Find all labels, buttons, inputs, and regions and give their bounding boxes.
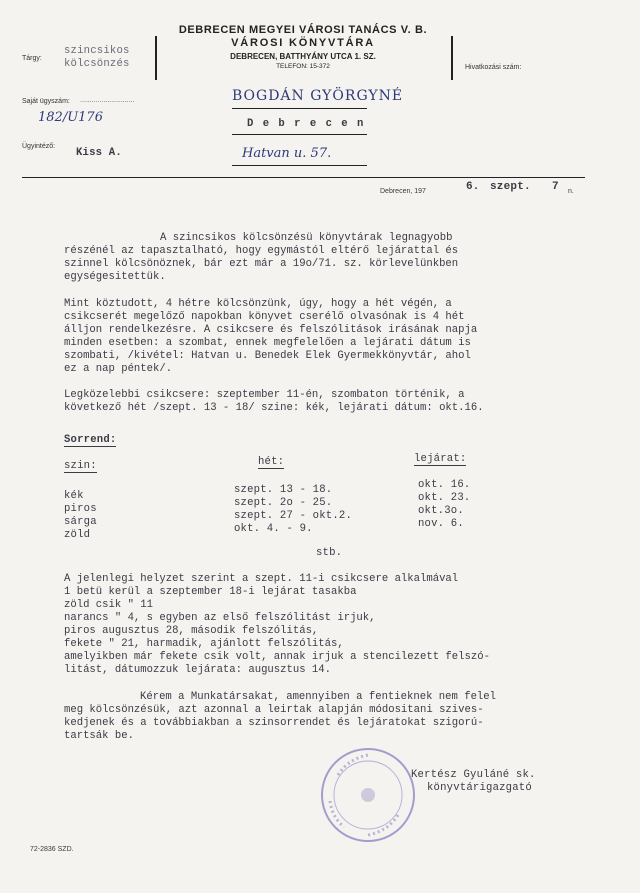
signatory-name: Kertész Gyuláné sk.: [411, 769, 536, 781]
paragraph-5-line: Kérem a Munkatársakat, amennyiben a fentieknek nem felel: [140, 691, 497, 703]
dateline-year: 6.: [466, 181, 480, 193]
dateline-day: 7: [552, 181, 559, 193]
schedule-title: Sorrend:: [64, 434, 117, 446]
paragraph-5-line: meg kölcsönzésük, azt azonnal a leirtak alapján módositani szives-: [64, 704, 484, 716]
paragraph-3-line: következő hét /szept. 13 - 18/ szine: kék, lejárati dátum: okt.16.: [64, 402, 484, 414]
paragraph-4-line: zöld csik " 11: [64, 599, 154, 611]
paragraph-2-line: álljon rendelkezésre. A csikcsere és felszólitások irásának napja: [64, 324, 478, 336]
paragraph-4-line: piros augusztus 28, második felszólitás,: [64, 625, 319, 637]
schedule-color: piros: [64, 503, 97, 515]
paragraph-4-line: amelyikben már fekete csik volt, annak irjuk a stencilezett felszó-: [64, 651, 490, 663]
their-reference-label: Hivatkozási szám:: [465, 64, 522, 71]
signatory-title: könyvtárigazgató: [427, 782, 532, 794]
org-phone: TELEFON: 15-372: [276, 63, 330, 70]
paragraph-1-line: részénél az tapasztalható, hogy egymástól eltérő lejárattal és: [64, 245, 459, 257]
paragraph-2-line: minden esetben: a szombat, ennek megfelelően a lejárati dátum is: [64, 337, 471, 349]
paragraph-1-line: szinnel kölcsönöznek, bár ezt már a 19o/71. sz. körlevelünkben: [64, 258, 459, 270]
schedule-due: okt.3o.: [418, 505, 464, 517]
paragraph-5-line: kedjenek és a továbbiakban a szinsorrendet és lejáratokat szigorú-: [64, 717, 484, 729]
recipient-name: BOGDÁN GYÖRGYNÉ: [232, 88, 404, 104]
handler-name: Kiss A.: [76, 147, 122, 159]
recipient-city: D e b r e c e n: [247, 118, 365, 130]
org-address: DEBRECEN, BATTHYÁNY UTCA 1. SZ.: [230, 52, 376, 61]
recipient-street-rule: [232, 165, 367, 166]
paragraph-1-line: A szincsikos kölcsönzésü könyvtárak legnagyobb: [160, 232, 453, 244]
paragraph-4-line: litást, dátumozzuk lejárata: augusztus 14.: [64, 664, 332, 676]
own-reference-label: Saját ügyszám:: [22, 98, 70, 105]
recipient-city-rule: [232, 134, 367, 135]
paragraph-2-line: ez a nap péntek/.: [64, 363, 173, 375]
paragraph-4-line: A jelenlegi helyzet szerint a szept. 11-i csikcsere alkalmával: [64, 573, 459, 585]
paragraph-2-line: Mint köztudott, 4 hétre kölcsönzünk, úgy, hogy a hét végén, a: [64, 298, 452, 310]
schedule-color: kék: [64, 490, 84, 502]
dateline-suffix: n.: [568, 188, 574, 195]
org-name: DEBRECEN MEGYEI VÁROSI TANÁCS V. B.: [178, 24, 428, 36]
schedule-due: nov. 6.: [418, 518, 464, 530]
schedule-col-due: lejárat:: [414, 453, 467, 465]
subject-line-1: szincsikos: [64, 45, 130, 57]
schedule-week: szept. 2o - 25.: [234, 497, 333, 509]
paragraph-2-line: csikcserét megelőző napokban könyvet cserélő olvasónak is 4 hét: [64, 311, 465, 323]
paragraph-5-line: tartsák be.: [64, 730, 134, 742]
schedule-color: zöld: [64, 529, 91, 541]
print-code: 72-2836 SZD.: [30, 846, 74, 853]
schedule-week: szept. 13 - 18.: [234, 484, 333, 496]
library-name: VÁROSI KÖNYVTÁRA: [231, 37, 375, 49]
dateline-place: Debrecen, 197: [380, 188, 426, 195]
dateline-month: szept.: [490, 181, 531, 193]
subject-label: Tárgy:: [22, 55, 42, 62]
own-reference-dots: ............................: [80, 97, 135, 104]
schedule-week: okt. 4. - 9.: [234, 523, 313, 535]
schedule-week: szept. 27 - okt.2.: [234, 510, 353, 522]
schedule-col-week: hét:: [258, 456, 285, 468]
schedule-col-color: szin:: [64, 460, 97, 472]
paragraph-4-line: 1 betü kerül a szeptember 18-i lejárat tasakba: [64, 586, 357, 598]
header-rule: [22, 177, 585, 178]
recipient-street: Hatvan u. 57.: [242, 146, 332, 161]
schedule-etc: stb.: [316, 547, 343, 559]
own-reference-number: 182/U176: [38, 110, 103, 125]
paragraph-2-line: szombati, /kivétel: Hatvan u. Benedek Elek Gyermekkönyvtár, ahol: [64, 350, 471, 362]
schedule-due: okt. 23.: [418, 492, 471, 504]
paragraph-3-line: Legközelebbi csikcsere: szeptember 11-én, szombaton történik, a: [64, 389, 465, 401]
recipient-name-rule: [232, 108, 367, 109]
subject-line-2: kölcsönzés: [64, 58, 130, 70]
schedule-due: okt. 16.: [418, 479, 471, 491]
header-divider-right: [451, 36, 453, 80]
official-stamp: [318, 745, 418, 845]
paragraph-1-line: egységesitettük.: [64, 271, 166, 283]
handler-label: Ügyintéző:: [22, 143, 56, 150]
paragraph-4-line: narancs " 4, s egyben az első felszólitást irjuk,: [64, 612, 376, 624]
schedule-color: sárga: [64, 516, 97, 528]
paragraph-4-line: fekete " 21, harmadik, ajánlott felszólitás,: [64, 638, 344, 650]
